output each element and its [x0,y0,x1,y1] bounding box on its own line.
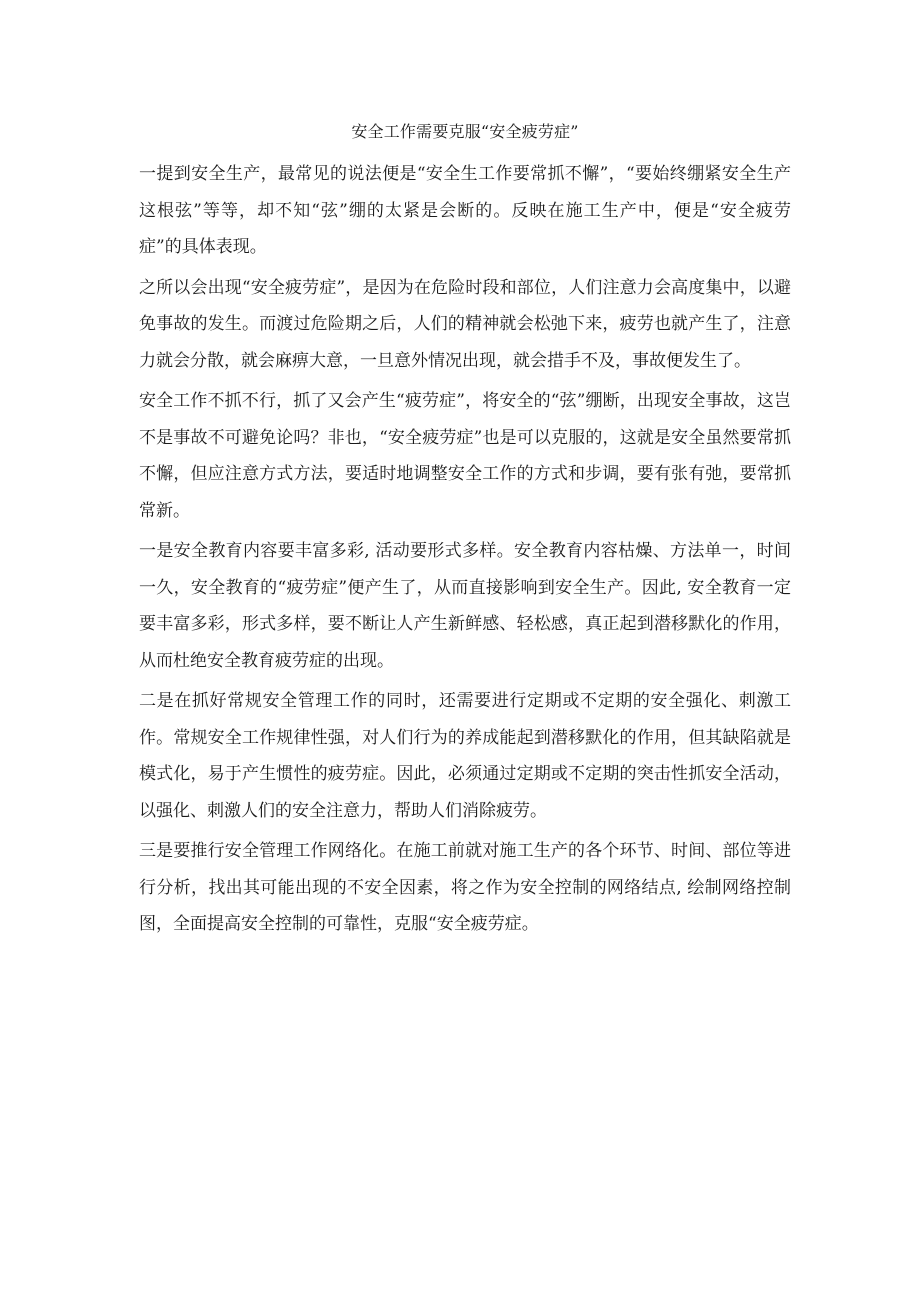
paragraph-intro: 一提到安全生产，最常见的说法便是“安全生工作要常抓不懈”，“要始终绷紧安全生产这根弦”等等，却不知“弦”绷的太紧是会断的。反映在施工生产中，便是“安全疲劳症”的具体表现。 [139,164,791,257]
paragraph-point-two: 二是在抓好常规安全管理工作的同时，还需要进行定期或不定期的安全强化、刺激工作。常规安全工作规律性强，对人们行为的养成能起到潜移默化的作用，但其缺陷就是模式化，易于产生惯性的疲劳症。因此，必须通过定期或不定期的突击性抓安全活动，以强化、刺激人们的安全注意力，帮助人们消除疲劳。 [139,691,791,821]
document-title: 安全工作需要克服“安全疲劳症” [351,122,579,141]
paragraph-argument: 安全工作不抓不行，抓了又会产生“疲劳症”，将安全的“弦”绷断，出现安全事故，这岂不是事故不可避免论吗？非也，“安全疲劳症”也是可以克服的，这就是安全虽然要常抓不懈，但应注意方式方法，要适时地调整安全工作的方式和步调，要有张有弛，要常抓常新。 [139,391,791,521]
document-body [139,112,791,947]
paragraph-point-one: 一是安全教育内容要丰富多彩, 活动要形式多样。安全教育内容枯燥、方法单一，时间一久，安全教育的“疲劳症”便产生了，从而直接影响到安全生产。因此, 安全教育一定要丰富多彩，形式多样，要不断让人产生新鲜感、轻松感，真正起到潜移默化的作用，从而杜绝安全教育疲劳症的出现。 [139,541,791,671]
paragraph-point-three: 三是要推行安全管理工作网络化。在施工前就对施工生产的各个环节、时间、部位等进行分析，找出其可能出现的不安全因素，将之作为安全控制的网络结点, 绘制网络控制图，全面提高安全控制的可靠性，克服“安全疲劳症。 [139,841,791,934]
paragraph-cause: 之所以会出现“安全疲劳症”，是因为在危险时段和部位，人们注意力会高度集中，以避免事故的发生。而渡过危险期之后，人们的精神就会松弛下来，疲劳也就产生了，注意力就会分散，就会麻痹大意，一旦意外情况出现，就会措手不及，事故便发生了。 [139,277,791,371]
